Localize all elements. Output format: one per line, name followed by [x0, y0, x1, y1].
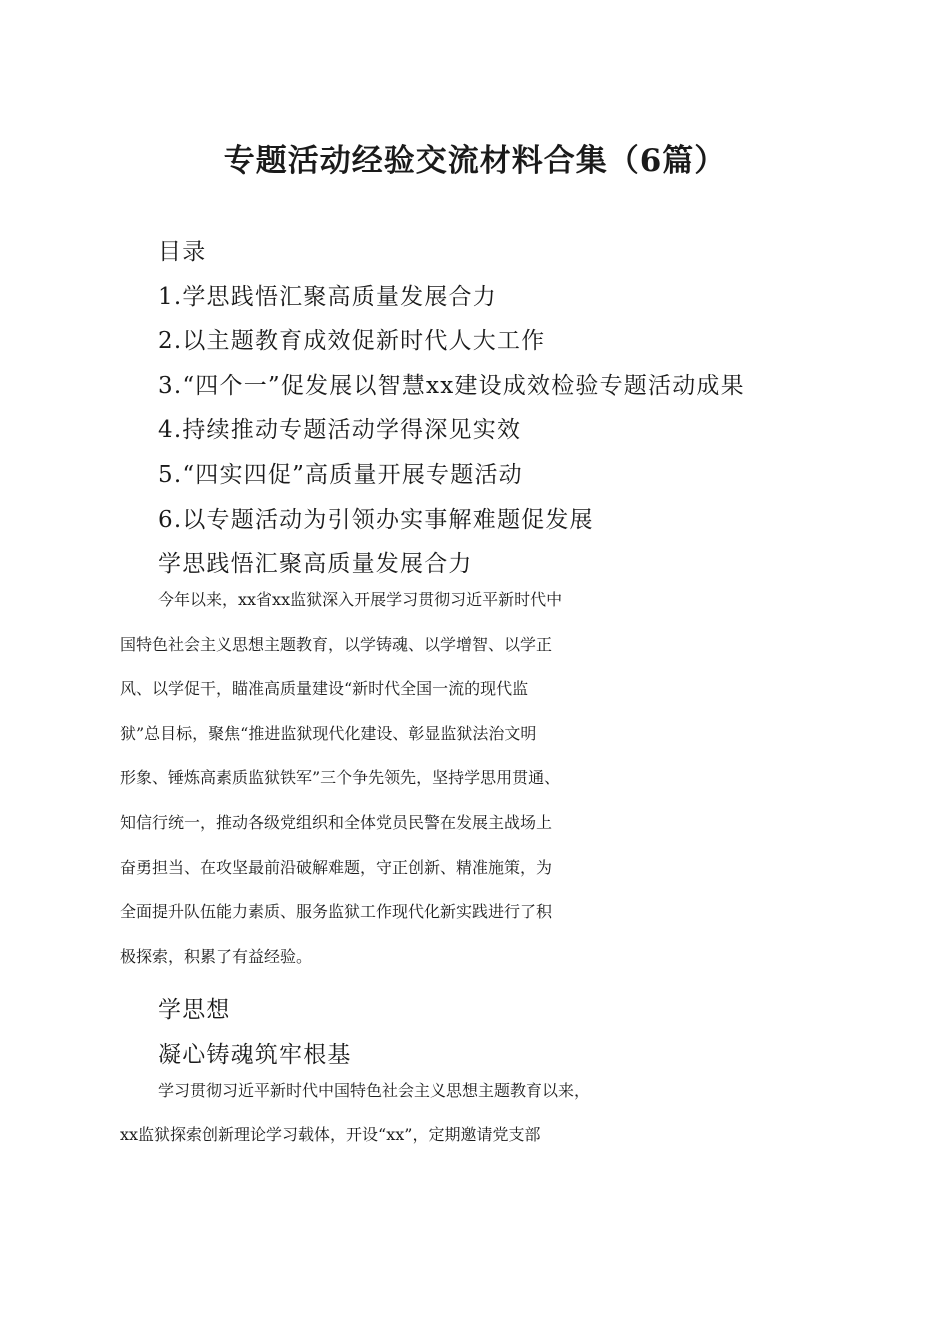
paragraph-line: 奋勇担当、在攻坚最前沿破解难题，守正创新、精准施策，为: [120, 857, 553, 877]
toc-item: 2.以主题教育成效促新时代人大工作: [158, 328, 546, 355]
toc-item: 4.持续推动专题活动学得深见实效: [158, 417, 522, 444]
table-of-contents: [158, 230, 858, 587]
toc-item: 1.学思践悟汇聚高质量发展合力: [158, 283, 497, 310]
toc-item: 3.“四个一”促发展以智慧xx建设成效检验专题活动成果: [158, 372, 745, 399]
toc-item: 5.“四实四促”高质量开展专题活动: [158, 461, 523, 488]
toc-label: 目录: [158, 239, 207, 265]
toc-item: 6.以专题活动为引领办实事解难题促发展: [158, 506, 594, 533]
paragraph-line: 风、以学促干，瞄准高质量建设“新时代全国一流的现代监: [120, 679, 529, 699]
paragraph-intro: [120, 587, 836, 988]
subheading: 凝心铸魂筑牢根基: [158, 1041, 352, 1068]
paragraph-line: xx监狱探索创新理论学习载体，开设“xx”，定期邀请党支部: [120, 1125, 541, 1145]
paragraph-line: 形象、锤炼高素质监狱铁军”三个争先领先，坚持学思用贯通、: [120, 768, 561, 788]
paragraph-line: 国特色社会主义思想主题教育，以学铸魂、以学增智、以学正: [120, 634, 553, 654]
subheading: 学思想: [158, 997, 231, 1024]
section-body: [120, 587, 836, 1167]
document-title: 专题活动经验交流材料合集（6篇）: [223, 143, 727, 179]
paragraph-line: 狱”总目标，聚焦“推进监狱现代化建设、彰显监狱法治文明: [120, 723, 537, 743]
paragraph-line: 极探索，积累了有益经验。: [120, 946, 313, 966]
section-heading: 学思践悟汇聚高质量发展合力: [158, 551, 473, 578]
paragraph-line: 知信行统一，推动各级党组织和全体党员民警在发展主战场上: [120, 812, 553, 832]
paragraph-continued: [120, 1078, 836, 1167]
paragraph-line: 学习贯彻习近平新时代中国特色社会主义思想主题教育以来，: [158, 1080, 591, 1100]
paragraph-line: 今年以来，xx省xx监狱深入开展学习贯彻习近平新时代中: [158, 590, 563, 609]
paragraph-line: 全面提升队伍能力素质、服务监狱工作现代化新实践进行了积: [120, 902, 553, 922]
